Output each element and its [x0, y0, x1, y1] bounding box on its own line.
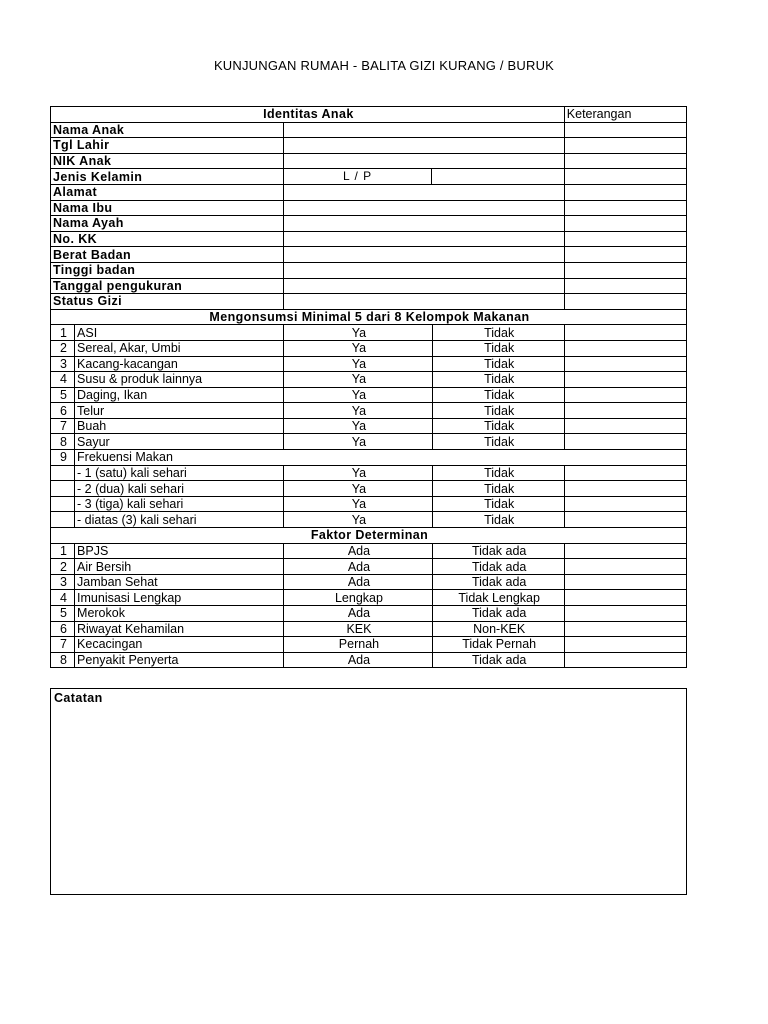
jenis-kelamin-input[interactable] [284, 169, 564, 185]
frekuensi-option-b[interactable]: Tidak [432, 465, 564, 481]
frekuensi-option-a[interactable]: Ya [284, 481, 432, 497]
keterangan-header: Keterangan [564, 107, 686, 123]
keterangan-cell[interactable] [564, 559, 686, 575]
faktor-label: Imunisasi Lengkap [75, 590, 284, 606]
makanan-label: Sereal, Akar, Umbi [75, 340, 284, 356]
identitas-field-label: Jenis Kelamin [51, 169, 284, 185]
identitas-field-label: No. KK [51, 231, 284, 247]
keterangan-cell[interactable] [564, 231, 686, 247]
identitas-field-input[interactable] [284, 262, 564, 278]
identitas-field-label: Berat Badan [51, 247, 284, 263]
faktor-option-a[interactable]: KEK [284, 621, 432, 637]
identitas-row [51, 169, 687, 185]
frekuensi-row [51, 481, 687, 497]
page-title: KUNJUNGAN RUMAH - BALITA GIZI KURANG / BURUK [213, 58, 555, 73]
frekuensi-option-a[interactable]: Ya [284, 465, 432, 481]
keterangan-cell[interactable] [564, 169, 686, 185]
frekuensi-number-empty [51, 465, 75, 481]
frekuensi-label: - 2 (dua) kali sehari [75, 481, 284, 497]
keterangan-cell[interactable] [564, 543, 686, 559]
keterangan-cell[interactable] [564, 356, 686, 372]
makanan-option-b[interactable]: Tidak [432, 434, 564, 450]
identitas-row [51, 153, 687, 169]
keterangan-cell[interactable] [564, 138, 686, 154]
identitas-row [51, 200, 687, 216]
makanan-row [51, 434, 687, 450]
makanan-option-a[interactable]: Ya [284, 325, 432, 341]
makanan-label: Kacang-kacangan [75, 356, 284, 372]
identitas-field-input[interactable] [284, 247, 564, 263]
keterangan-cell[interactable] [564, 184, 686, 200]
faktor-option-b[interactable]: Tidak ada [432, 543, 564, 559]
keterangan-cell[interactable] [564, 465, 686, 481]
faktor-option-a[interactable]: Ada [284, 559, 432, 575]
identitas-row [51, 278, 687, 294]
identitas-field-input[interactable] [284, 216, 564, 232]
keterangan-cell[interactable] [564, 652, 686, 668]
identitas-field-label: Alamat [51, 184, 284, 200]
makanan-number: 2 [51, 340, 75, 356]
keterangan-cell[interactable] [564, 403, 686, 419]
keterangan-cell[interactable] [564, 122, 686, 138]
faktor-number: 6 [51, 621, 75, 637]
faktor-row [51, 543, 687, 559]
identitas-field-label: Nama Anak [51, 122, 284, 138]
frekuensi-row [51, 465, 687, 481]
makanan-option-a[interactable]: Ya [284, 340, 432, 356]
keterangan-cell[interactable] [564, 574, 686, 590]
faktor-option-a[interactable]: Ada [284, 652, 432, 668]
notes-box[interactable] [50, 688, 687, 895]
faktor-option-a[interactable]: Lengkap [284, 590, 432, 606]
identitas-row [51, 216, 687, 232]
makanan-number: 3 [51, 356, 75, 372]
identitas-row [51, 122, 687, 138]
faktor-option-a[interactable]: Ada [284, 606, 432, 622]
makanan-option-b[interactable]: Tidak [432, 418, 564, 434]
identitas-row [51, 247, 687, 263]
faktor-option-b[interactable]: Tidak Pernah [432, 637, 564, 653]
faktor-number: 1 [51, 543, 75, 559]
identitas-row [51, 262, 687, 278]
faktor-number: 5 [51, 606, 75, 622]
faktor-row [51, 637, 687, 653]
keterangan-cell[interactable] [564, 621, 686, 637]
frekuensi-row [51, 512, 687, 528]
makanan-label: Susu & produk lainnya [75, 372, 284, 388]
makanan-row [51, 340, 687, 356]
keterangan-cell[interactable] [564, 325, 686, 341]
frekuensi-number-empty [51, 481, 75, 497]
keterangan-cell[interactable] [564, 372, 686, 388]
frekuensi-label: - 1 (satu) kali sehari [75, 465, 284, 481]
faktor-row [51, 559, 687, 575]
makanan-row [51, 403, 687, 419]
frekuensi-option-a[interactable]: Ya [284, 496, 432, 512]
keterangan-cell[interactable] [564, 247, 686, 263]
visit-form-table [50, 106, 687, 668]
notes-label: Catatan [54, 691, 103, 705]
makanan-option-a[interactable]: Ya [284, 387, 432, 403]
faktor-number: 7 [51, 637, 75, 653]
faktor-number: 3 [51, 574, 75, 590]
makanan-number: 4 [51, 372, 75, 388]
identitas-field-label: Tinggi badan [51, 262, 284, 278]
faktor-option-a[interactable]: Ada [284, 574, 432, 590]
keterangan-cell[interactable] [564, 606, 686, 622]
faktor-label: Penyakit Penyerta [75, 652, 284, 668]
keterangan-cell[interactable] [564, 262, 686, 278]
faktor-label: Kecacingan [75, 637, 284, 653]
faktor-row [51, 652, 687, 668]
keterangan-cell[interactable] [564, 216, 686, 232]
makanan-row [51, 356, 687, 372]
frekuensi-number-empty [51, 496, 75, 512]
frekuensi-option-b[interactable]: Tidak [432, 496, 564, 512]
makanan-option-b[interactable]: Tidak [432, 372, 564, 388]
makanan-row [51, 387, 687, 403]
faktor-row [51, 590, 687, 606]
identitas-field-input[interactable] [284, 294, 564, 310]
makanan-option-a[interactable]: Ya [284, 403, 432, 419]
keterangan-cell[interactable] [564, 418, 686, 434]
identitas-header-row [51, 107, 687, 123]
identitas-field-label: Tgl Lahir [51, 138, 284, 154]
makanan-option-a[interactable]: Ya [284, 356, 432, 372]
faktor-row [51, 606, 687, 622]
faktor-header: Faktor Determinan [51, 528, 687, 544]
makanan-option-b[interactable]: Tidak [432, 387, 564, 403]
identitas-field-input[interactable] [284, 278, 564, 294]
identitas-field-input[interactable] [284, 122, 564, 138]
keterangan-cell[interactable] [564, 590, 686, 606]
makanan-label: Daging, Ikan [75, 387, 284, 403]
identitas-header: Identitas Anak [51, 107, 565, 123]
makanan-row [51, 372, 687, 388]
identitas-field-input[interactable] [284, 138, 564, 154]
frekuensi-option-a[interactable]: Ya [284, 512, 432, 528]
faktor-option-a[interactable]: Ada [284, 543, 432, 559]
makanan-header-row [51, 309, 687, 325]
keterangan-cell[interactable] [564, 481, 686, 497]
keterangan-cell[interactable] [564, 434, 686, 450]
keterangan-cell[interactable] [564, 637, 686, 653]
frekuensi-label: - 3 (tiga) kali sehari [75, 496, 284, 512]
faktor-option-b[interactable]: Tidak ada [432, 574, 564, 590]
makanan-option-b[interactable]: Tidak [432, 340, 564, 356]
faktor-number: 4 [51, 590, 75, 606]
faktor-option-a[interactable]: Pernah [284, 637, 432, 653]
identitas-field-label: Tanggal pengukuran [51, 278, 284, 294]
makanan-option-b[interactable]: Tidak [432, 325, 564, 341]
identitas-field-input[interactable] [284, 200, 564, 216]
faktor-number: 2 [51, 559, 75, 575]
identitas-row [51, 231, 687, 247]
identitas-row [51, 184, 687, 200]
makanan-row [51, 325, 687, 341]
faktor-row [51, 574, 687, 590]
makanan-option-b[interactable]: Tidak [432, 356, 564, 372]
frekuensi-row [51, 496, 687, 512]
keterangan-cell[interactable] [564, 340, 686, 356]
frekuensi-number: 9 [51, 450, 75, 466]
frekuensi-number-empty [51, 512, 75, 528]
makanan-label: Sayur [75, 434, 284, 450]
makanan-label: Buah [75, 418, 284, 434]
faktor-label: Jamban Sehat [75, 574, 284, 590]
identitas-row [51, 138, 687, 154]
makanan-row [51, 418, 687, 434]
identitas-row [51, 294, 687, 310]
identitas-field-label: Nama Ayah [51, 216, 284, 232]
jenis-kelamin-wrap [284, 169, 563, 184]
frekuensi-header-row [51, 450, 687, 466]
jenis-kelamin-options[interactable]: L / P [342, 169, 373, 184]
faktor-option-b[interactable]: Tidak Lengkap [432, 590, 564, 606]
faktor-option-b[interactable]: Tidak ada [432, 652, 564, 668]
makanan-label: ASI [75, 325, 284, 341]
keterangan-cell[interactable] [564, 294, 686, 310]
frekuensi-option-b[interactable]: Tidak [432, 481, 564, 497]
keterangan-cell[interactable] [564, 512, 686, 528]
faktor-label: Riwayat Kehamilan [75, 621, 284, 637]
identitas-field-input[interactable] [284, 153, 564, 169]
identitas-field-input[interactable] [284, 184, 564, 200]
identitas-field-label: Status Gizi [51, 294, 284, 310]
faktor-option-b[interactable]: Non-KEK [432, 621, 564, 637]
identitas-field-input[interactable] [284, 231, 564, 247]
faktor-label: BPJS [75, 543, 284, 559]
identitas-field-label: Nama Ibu [51, 200, 284, 216]
keterangan-cell[interactable] [564, 387, 686, 403]
frekuensi-label: - diatas (3) kali sehari [75, 512, 284, 528]
makanan-option-a[interactable]: Ya [284, 418, 432, 434]
identitas-field-label: NIK Anak [51, 153, 284, 169]
makanan-number: 6 [51, 403, 75, 419]
keterangan-cell[interactable] [564, 496, 686, 512]
faktor-label: Air Bersih [75, 559, 284, 575]
makanan-number: 7 [51, 418, 75, 434]
makanan-number: 5 [51, 387, 75, 403]
makanan-option-a[interactable]: Ya [284, 372, 432, 388]
makanan-header: Mengonsumsi Minimal 5 dari 8 Kelompok Makanan [51, 309, 687, 325]
frekuensi-option-b[interactable]: Tidak [432, 512, 564, 528]
keterangan-cell[interactable] [564, 153, 686, 169]
faktor-option-b[interactable]: Tidak ada [432, 559, 564, 575]
faktor-number: 8 [51, 652, 75, 668]
frekuensi-label: Frekuensi Makan [75, 450, 687, 466]
faktor-row [51, 621, 687, 637]
makanan-number: 1 [51, 325, 75, 341]
makanan-option-a[interactable]: Ya [284, 434, 432, 450]
makanan-label: Telur [75, 403, 284, 419]
faktor-label: Merokok [75, 606, 284, 622]
faktor-header-row [51, 528, 687, 544]
keterangan-cell[interactable] [564, 200, 686, 216]
jenis-kelamin-extra-cell[interactable] [431, 169, 564, 184]
makanan-option-b[interactable]: Tidak [432, 403, 564, 419]
faktor-option-b[interactable]: Tidak ada [432, 606, 564, 622]
makanan-number: 8 [51, 434, 75, 450]
keterangan-cell[interactable] [564, 278, 686, 294]
